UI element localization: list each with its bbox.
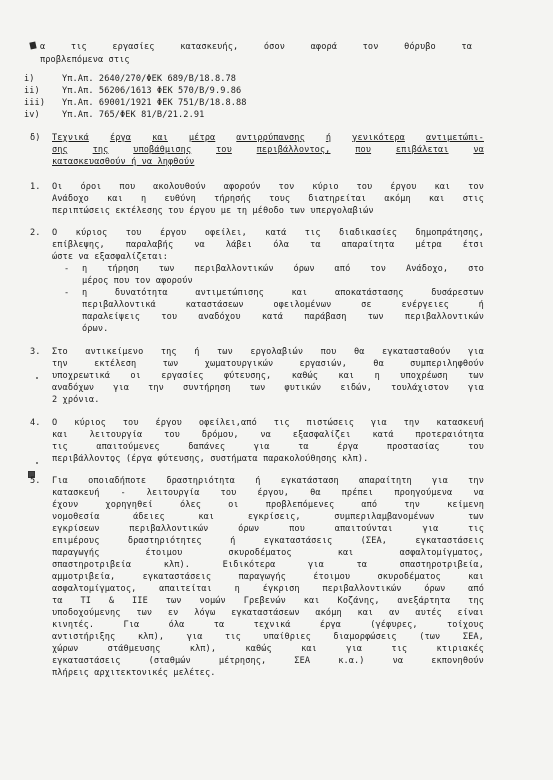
item-line: Οι όροι που ακολουθούν αφορούν τον κύριο του έργου και τον [52, 182, 484, 192]
stray-dot [36, 377, 38, 379]
item-number: 5. [30, 476, 41, 486]
intro-line: α τις εργασίες κατασκευής, όσον αφορά τον θόρυβο τα [40, 42, 472, 52]
item-line: αναδόχων για την συντήρηση των φυτικών ειδών, τουλάχιστον για [52, 383, 484, 393]
item-line: και λειτουργία του δρόμου, να εξασφαλίζει κατά προτεραιότητα [52, 430, 484, 440]
bullet-line: όρων. [82, 324, 109, 334]
item-line: περιβάλλοντος (έργα φύτευσης, συστήματα παρακολούθησης κλπ). [52, 454, 369, 464]
item-number: 4. [30, 418, 41, 428]
item-line: την εκτέλεση των χωματουργικών εργασιών, θα συμπεριληφθούν [52, 359, 484, 369]
section-heading: Τεχνικά έργα και μέτρα αντιρρύπανσης ή γενικότερα αντιμετώπι- [52, 133, 484, 143]
intro-line: προβλεπόμενα στις [40, 55, 130, 65]
item-line: αμμοτριβεία, εγκαταστάσεις παραγωγής έτοιμου σκυροδέματος και [52, 572, 484, 582]
reference-text: Υπ.Απ. 2640/270/ΦΕΚ 689/Β/18.8.78 [62, 74, 237, 84]
item-number: 1. [30, 182, 41, 192]
item-line: πλήρεις αρχιτεκτονικές μελέτες. [52, 668, 216, 678]
bullet-line: περιβαλλοντικά καταστάσεων οφειλομένων σε ενέργειες ή [82, 300, 484, 310]
item-number: 3. [30, 347, 41, 357]
item-line: Ο κύριος του έργου οφείλει,από τις πιστώσεις για την κατασκευή [52, 418, 484, 428]
bullet-line: μέρος που τον αφορούν [82, 276, 193, 286]
item-line: τις απαιτούμενες δαπάνες για τα έργα προστασίας του [52, 442, 484, 452]
item-line: τα ΤΙ & ΙΙΕ των νομών Γρεβενών και Κοζάνης, ανεξάρτητα της [52, 596, 484, 606]
item-line: περιπτώσεις εκτέλεσης του έργου με τη μέθοδο των υπεργολαβιών [52, 206, 374, 216]
item-line: κατασκευή - λειτουργία του έργου, θα πρέπει προηγούμενα να [52, 488, 484, 498]
stray-dot [36, 462, 38, 464]
section-heading: κατασκευασθούν ή να ληφθούν [52, 157, 195, 167]
reference-number: iii) [24, 98, 46, 108]
item-line: υποχρεωτικά οι εργασίες φύτευσης, καθώς και η υποχρέωση των [52, 371, 484, 381]
item-line: Για οποιαδήποτε δραστηριότητα ή εγκατάσταση απαραίτητη για την [52, 476, 484, 486]
item-line: παραγωγής έτοιμου σκυροδέματος και ασφαλτομίγματος, [52, 548, 484, 558]
reference-number: i) [24, 74, 35, 84]
item-line: υποδοχούμενης των εν λόγω εγκαταστάσεων ακόμη και αν αυτές είναι [52, 608, 484, 618]
bullet-line: η δυνατότητα αντιμετώπισης και αποκατάστασης δυσάρεστων [82, 288, 484, 298]
section-label: δ) [30, 133, 41, 143]
item-line: Ο κύριος του έργου οφείλει, κατά τις διαδικασίες δημοπράτησης, [52, 228, 484, 238]
reference-number: ii) [24, 86, 40, 96]
item-line: νομοθεσία άδειες και εγκρίσεις, συμπεριλαμβανομένων των [52, 512, 484, 522]
punch-mark [29, 41, 36, 49]
item-line: επίβλεψης, παραλαβής να λάβει όλα τα απαραίτητα μέτρα έτσι [52, 240, 484, 250]
bullet-line: παραλείψεις του αναδόχου κατά παράβαση των περιβαλλοντικών [82, 312, 484, 322]
item-line: χώρων στάθμευσης κλπ), καθώς και για τις κτιριακές [52, 644, 484, 654]
item-line: ασφαλτομίγματος, απαιτείται η έγκριση περιβαλλοντικών όρων από [52, 584, 484, 594]
bullet-dash: - [64, 264, 70, 274]
item-line: Ανάδοχο και η ευθύνη τήρησής τους διατηρείται ακόμη και στις [52, 194, 484, 204]
bullet-dash: - [64, 288, 70, 298]
section-heading: σης της υποβάθμισης του περιβάλλοντος, που επιβάλεται να [52, 145, 484, 155]
item-line: ώστε να εξασφαλίζεται: [52, 252, 169, 262]
item-line: Στο αντικείμενο της ή των εργολαβιών που θα εγκατασταθούν για [52, 347, 484, 357]
reference-text: Υπ.Απ. 765/ΦΕΚ 81/Β/21.2.91 [62, 110, 205, 120]
item-line: επιμέρους δραστηριότητες ή εγκαταστάσεις (ΣΕΑ, εγκαταστάσεις [52, 536, 484, 546]
reference-number: iv) [24, 110, 40, 120]
bullet-line: η τήρηση των περιβαλλοντικών όρων από τον Ανάδοχο, στο [82, 264, 484, 274]
item-line: εγκρίσεων περιβαλλοντικών όρων που απαιτούνται για τις [52, 524, 484, 534]
item-line: 2 χρόνια. [52, 395, 100, 405]
reference-text: Υπ.Απ. 56206/1613 ΦΕΚ 570/Β/9.9.86 [62, 86, 242, 96]
item-line: έχουν χορηγηθεί όλες οι προβλεπόμενες από την κείμενη [52, 500, 484, 510]
item-line: αντιστήριξης κλπ), για τις υπαίθριες διαμορφώσεις (των ΣΕΑ, [52, 632, 484, 642]
item-line: εγκαταστάσεις (σταθμών μέτρησης, ΣΕΑ κ.α.) να εκπονηθούν [52, 656, 484, 666]
item-line: κινητές. Για όλα τα τεχνικά έργα (γέφυρες, τοίχους [52, 620, 484, 630]
item-line: σπαστηροτριβεία κλπ). Ειδικότερα για τα σπαστηροτριβεία, [52, 560, 484, 570]
reference-text: Υπ.Απ. 69001/1921 ΦΕΚ 751/Β/18.8.88 [62, 98, 247, 108]
item-number: 2. [30, 228, 41, 238]
